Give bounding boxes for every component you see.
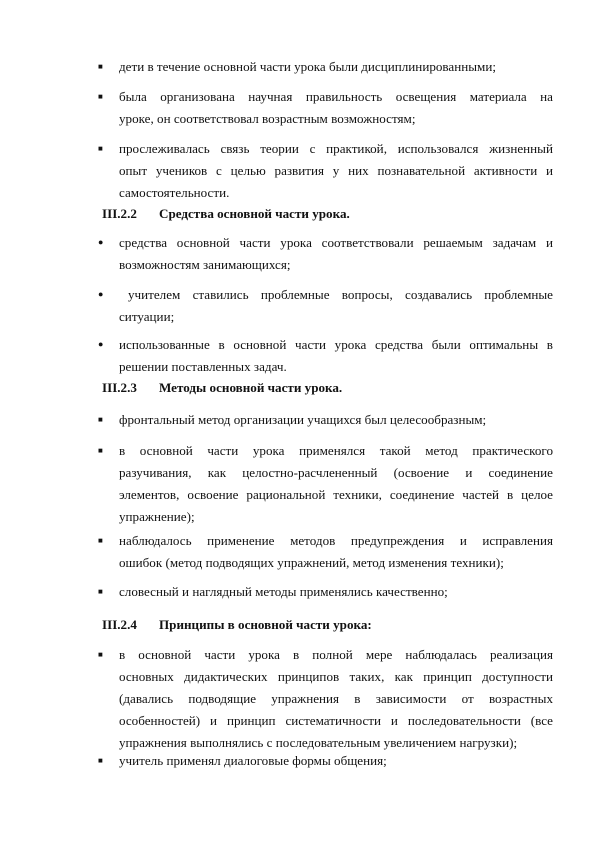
section-heading	[102, 614, 372, 636]
bullet-dot-icon: ●	[98, 237, 104, 247]
text-line: (давались подводящие упражнения в зависимости от возрастных	[119, 691, 553, 706]
bullet-square-icon: ■	[98, 536, 103, 545]
list-item-text	[119, 334, 553, 378]
section-heading	[102, 377, 342, 399]
bullet-square-icon: ■	[98, 446, 103, 455]
bullet-square-icon: ■	[98, 587, 103, 596]
section-heading	[102, 203, 350, 225]
text-line: упражнение);	[119, 509, 195, 524]
text-line: возможностям занимающихся;	[119, 257, 291, 272]
section-number: III.2.3	[102, 380, 137, 395]
text-line: элементов, освоение рациональной техники, соединение частей в целое	[119, 487, 553, 502]
list-item-text	[119, 409, 553, 431]
text-line: самостоятельности.	[119, 185, 230, 200]
list-item-text	[119, 644, 553, 754]
text-line: была организована научная правильность освещения материала на	[119, 89, 553, 104]
text-line: основных дидактических принципов таких, как принцип доступности	[119, 669, 553, 684]
text-line: фронтальный метод организации учащихся был целесообразным;	[119, 412, 487, 427]
text-line: в основной части урока применялся такой метод практического	[119, 443, 553, 458]
bullet-square-icon: ■	[98, 92, 103, 101]
section-title: Методы основной части урока.	[159, 380, 343, 395]
text-line: использованные в основной части урока средства были оптимальны в	[119, 337, 553, 352]
text-line: решении поставленных задач.	[119, 359, 287, 374]
text-line: особенностей) и принцип систематичности и последовательности (все	[119, 713, 553, 728]
text-line: прослеживалась связь теории с практикой, использовался жизненный	[119, 141, 553, 156]
list-item-text	[119, 440, 553, 528]
bullet-square-icon: ■	[98, 650, 103, 659]
text-line: словесный и наглядный методы применялись качественно;	[119, 584, 448, 599]
text-line: уроке, он соответствовал возрастным возможностям;	[119, 111, 416, 126]
text-line: разучивания, как целостно-расчлененный (освоение и соединение	[119, 465, 553, 480]
section-title: Средства основной части урока.	[159, 206, 350, 221]
section-number: III.2.2	[102, 206, 137, 221]
bullet-square-icon: ■	[98, 144, 103, 153]
text-line: упражнения выполнялись с последовательным увеличением нагрузки);	[119, 735, 518, 750]
text-line: ошибок (метод подводящих упражнений, метод изменения техники);	[119, 555, 504, 570]
text-line: опыт учеников с целью развития у них познавательной активности и	[119, 163, 553, 178]
text-line: учитель применял диалоговые формы общения;	[119, 753, 387, 768]
text-line: средства основной части урока соответствовали решаемым задачам и	[119, 235, 553, 250]
bullet-square-icon: ■	[98, 62, 103, 71]
list-item-text	[119, 138, 553, 204]
bullet-square-icon: ■	[98, 756, 103, 765]
list-item-text	[119, 232, 553, 276]
section-title: Принципы в основной части урока:	[159, 617, 372, 632]
list-item-text	[128, 284, 553, 306]
list-item-text	[119, 86, 553, 130]
list-item-text	[119, 750, 553, 772]
text-line: учителем ставились проблемные вопросы, создавались проблемные	[128, 287, 553, 302]
section-number: III.2.4	[102, 617, 137, 632]
list-item-text	[119, 56, 553, 78]
text-line: наблюдалось применение методов предупреждения и исправления	[119, 533, 553, 548]
list-item-text-continued	[119, 306, 553, 328]
text-line: в основной части урока в полной мере наблюдалась реализация	[119, 647, 553, 662]
list-item-text	[119, 581, 553, 603]
text-line: ситуации;	[119, 309, 175, 324]
text-line: дети в течение основной части урока были дисциплинированными;	[119, 59, 496, 74]
list-item-text	[119, 530, 553, 574]
bullet-dot-icon: ●	[98, 339, 104, 349]
bullet-square-icon: ■	[98, 415, 103, 424]
bullet-dot-icon: ●	[98, 289, 104, 299]
